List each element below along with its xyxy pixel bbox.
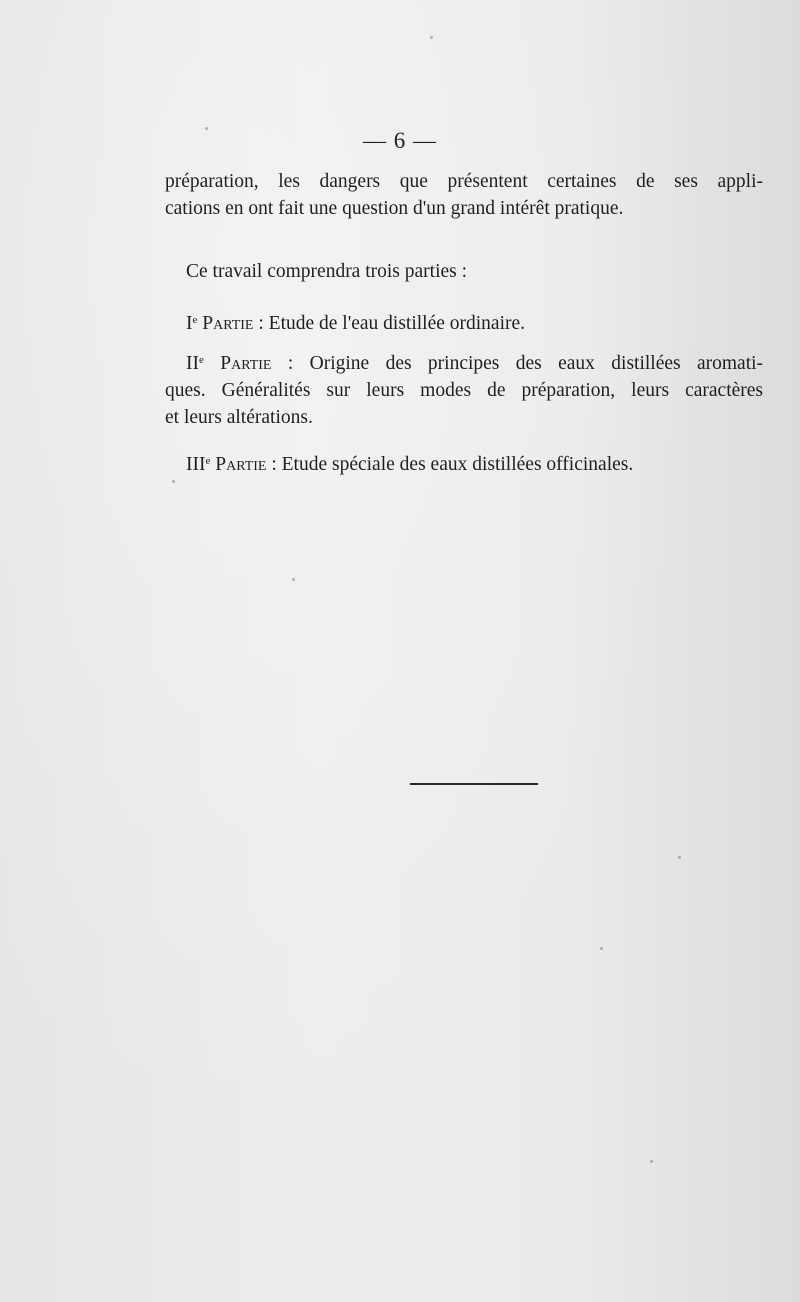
part-1-text: : Etude de l'eau distillée ordinaire. — [258, 313, 526, 334]
intro-paragraph — [165, 168, 763, 222]
part-1-numeral: I — [186, 313, 193, 334]
intro-line-1: préparation, les dangers que présentent certaines de ses appli- — [165, 171, 763, 192]
part-2-ordinal: e — [199, 354, 204, 366]
paper-speck — [600, 947, 603, 950]
part-2-numeral: II — [186, 353, 199, 374]
part-1-label: Partie — [202, 313, 254, 334]
paper-speck — [205, 127, 208, 130]
part-3-text: : Etude spéciale des eaux distillées officinales. — [271, 454, 634, 475]
paper-speck — [292, 578, 295, 581]
part-2-paragraph — [165, 350, 763, 431]
part-3-line — [186, 451, 746, 478]
paper-speck — [430, 36, 433, 39]
part-1-paragraph — [186, 310, 746, 337]
part-1-line — [186, 310, 746, 337]
intro-line-2: cations en ont fait une question d'un grand intérêt pratique. — [165, 198, 624, 219]
part-3-numeral: III — [186, 454, 206, 475]
part-2-line-1-text: : Origine des principes des eaux distillées aromati- — [287, 353, 764, 374]
paper-speck — [172, 480, 175, 483]
part-2-line-1 — [165, 350, 763, 377]
part-3-paragraph — [186, 451, 746, 478]
plan-text: Ce travail comprendra trois parties : — [186, 261, 468, 282]
paper-speck — [650, 1160, 653, 1163]
part-2-line-3: et leurs altérations. — [165, 407, 313, 428]
section-end-rule — [410, 783, 538, 785]
part-2-label: Partie — [220, 353, 272, 374]
page-number: — 6 — — [363, 128, 437, 153]
part-3-label: Partie — [215, 454, 267, 475]
part-2-line-2: ques. Généralités sur leurs modes de préparation, leurs caractères — [165, 380, 763, 401]
paper-speck — [678, 856, 681, 859]
part-3-ordinal: e — [205, 455, 211, 467]
part-1-ordinal: e — [192, 314, 198, 326]
plan-paragraph — [186, 258, 746, 285]
